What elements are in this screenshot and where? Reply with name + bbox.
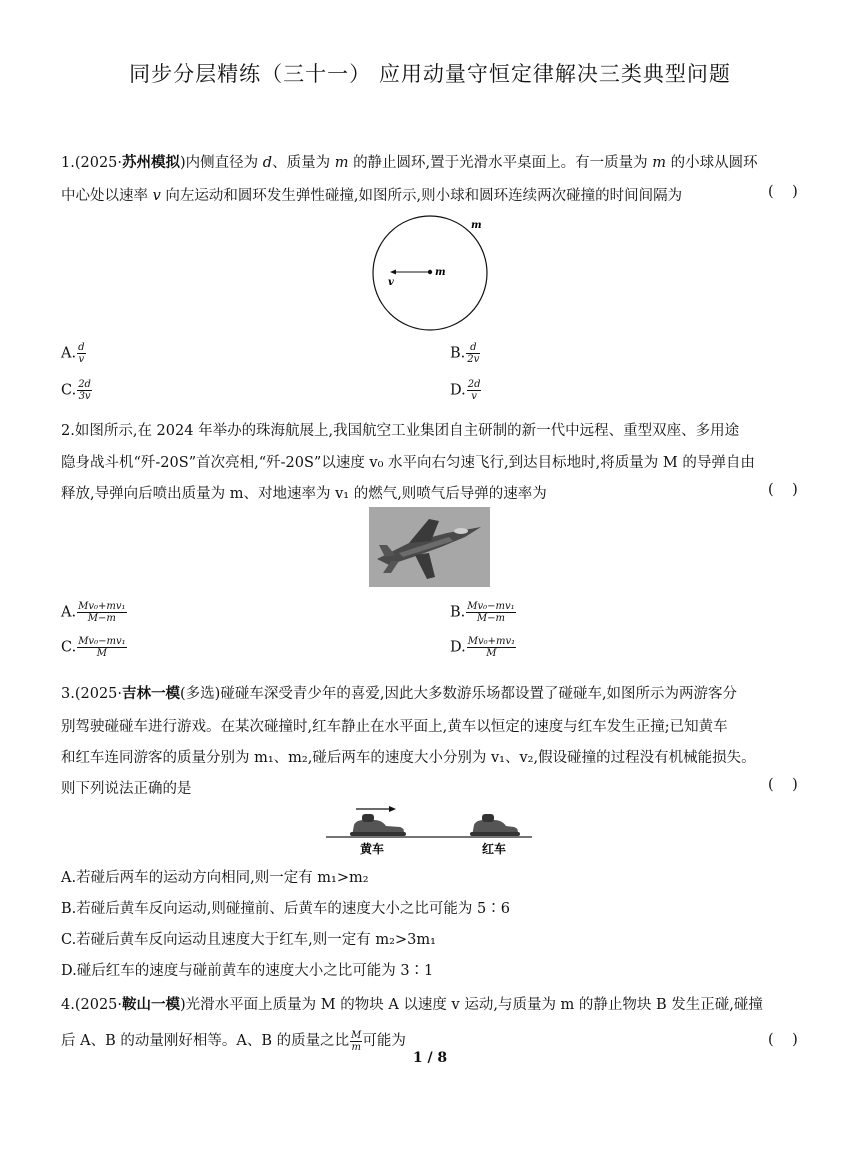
q2-line-2: 隐身战斗机“歼-20S”首次亮相,“歼-20S”以速度 v₀ 水平向右匀速飞行,到达目标地时,将质量为 M 的导弹自由 (61, 455, 755, 471)
q1-option-b: B. $\frac{d}{2v}$ (450, 342, 480, 365)
ball-mass-label: m (435, 267, 446, 278)
q3-line-1: 3.(2025·吉林一模(多选)碰碰车深受青少年的喜爱,因此大多数游乐场都设置了碰碰车,如图所示为两游客分 (61, 685, 738, 702)
q3-source: 吉林一模 (122, 685, 181, 702)
q3-answer-blank: ( ) (768, 777, 798, 793)
q3-line-2: 别驾驶碰碰车进行游戏。在某次碰撞时,红车静止在水平面上,黄车以恒定的速度与红车发生正撞;已知黄车 (61, 719, 728, 735)
ring-mass-label: m (471, 220, 482, 231)
q4-source: 鞍山一模 (122, 996, 181, 1013)
red-car-icon (470, 814, 520, 836)
q3-bumper-cars-diagram (326, 800, 532, 858)
q3-option-d: D.碰后红车的速度与碰前黄车的速度大小之比可能为 3∶1 (61, 963, 434, 979)
q1-line-1: 1.(2025·苏州模拟)内侧直径为 d、质量为 m 的静止圆环,置于光滑水平桌面上。有一质量为 m 的小球从圆环 (61, 154, 758, 171)
ball-dot (428, 270, 432, 274)
q3-option-a: A.若碰后两车的运动方向相同,则一定有 m₁>m₂ (61, 870, 369, 886)
q1-answer-blank: ( ) (768, 184, 798, 200)
q2-option-c: C. $\frac{\text{Mv₀−mv₁}}{M}$ (61, 636, 126, 659)
arrow-head (390, 270, 396, 275)
q4-line-1: 4.(2025·鞍山一模)光滑水平面上质量为 M 的物块 A 以速度 v 运动,与质量为 m 的静止物块 B 发生正碰,碰撞 (61, 996, 763, 1013)
red-car-label: 红车 (482, 842, 507, 856)
page-number: 1 / 8 (412, 1050, 448, 1066)
q3-option-c: C.若碰后黄车反向运动且速度大于红车,则一定有 m₂>3m₁ (61, 932, 436, 948)
q3-line-3: 和红车连同游客的质量分别为 m₁、m₂,碰后两车的速度大小分别为 v₁、v₂,假设碰撞的过程没有机械能损失。 (61, 750, 756, 766)
q2-option-d: D. $\frac{\text{Mv₀+mv₁}}{M}$ (450, 636, 516, 659)
q3-line-4: 则下列说法正确的是 (61, 781, 192, 797)
q1-option-a: A. $\frac{d}{v}$ (61, 342, 85, 365)
q4-line-2: 后 A、B 的动量刚好相等。A、B 的质量之比 $\frac{M}{m}$ 可能为 (61, 1029, 406, 1053)
q1-option-c: C. $\frac{2d}{3v}$ (61, 379, 91, 402)
yellow-car-icon (350, 814, 406, 836)
q2-option-a: A. $\frac{\text{Mv₀+mv₁}}{M-m}$ (61, 601, 126, 624)
q3-option-b: B.若碰后黄车反向运动,则碰撞前、后黄车的速度大小之比可能为 5∶6 (61, 901, 510, 917)
velocity-label: v (388, 277, 394, 288)
q1-option-d: D. $\frac{2d}{v}$ (450, 379, 481, 402)
q1-source: 苏州模拟 (122, 154, 181, 171)
q2-option-b: B. $\frac{\text{Mv₀−mv₁}}{M-m}$ (450, 601, 515, 624)
q2-fighter-jet-photo (369, 507, 490, 587)
q1-line-2: 中心处以速率 v 向左运动和圆环发生弹性碰撞,如图所示,则小球和圆环连续两次碰撞的时间间隔为 (61, 188, 683, 204)
q1-ring-diagram (366, 215, 496, 333)
q2-line-1: 2.如图所示,在 2024 年举办的珠海航展上,我国航空工业集团自主研制的新一代中远程、重型双座、多用途 (61, 423, 740, 439)
q4-answer-blank: ( ) (768, 1032, 798, 1048)
yellow-car-label: 黄车 (360, 842, 385, 856)
q2-line-3: 释放,导弹向后喷出质量为 m、对地速率为 v₁ 的燃气,则喷气后导弹的速率为 (61, 486, 547, 502)
page-title: 同步分层精练（三十一） 应用动量守恒定律解决三类典型问题 (129, 62, 731, 86)
q2-answer-blank: ( ) (768, 482, 798, 498)
